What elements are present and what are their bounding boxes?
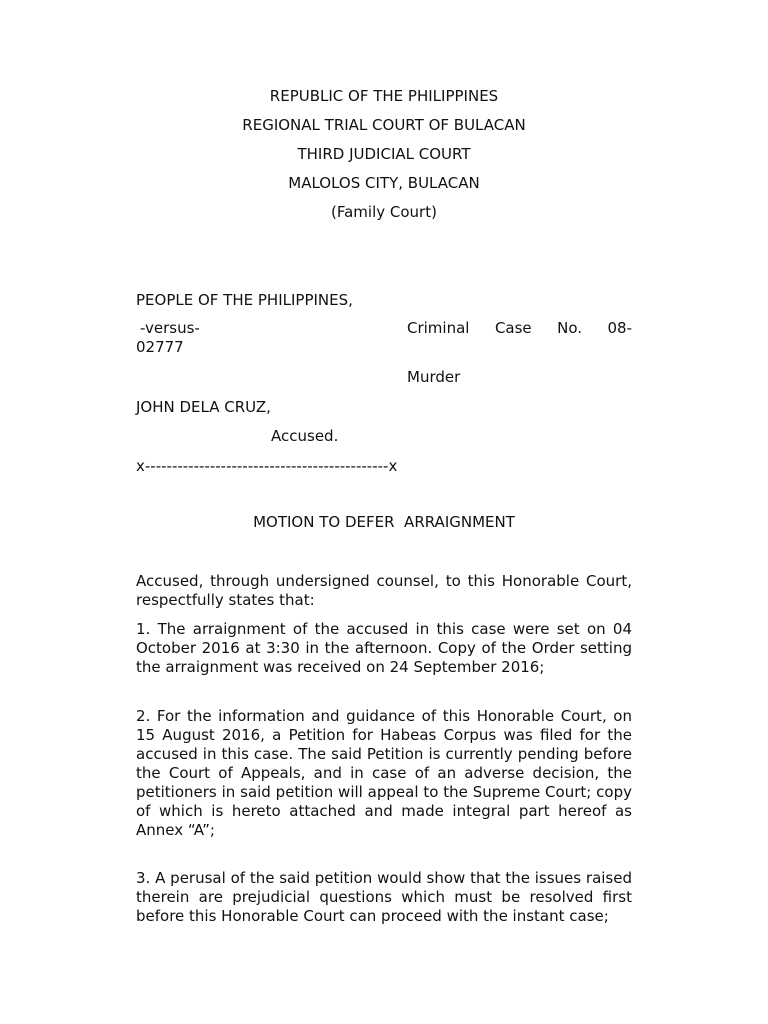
offense-label: Murder: [407, 368, 461, 386]
case-word-1: Criminal: [407, 319, 470, 337]
intro-paragraph: Accused, through undersigned counsel, to this Honorable Court, respectfully states that:: [136, 572, 632, 609]
motion-title: MOTION TO DEFER ARRAIGNMENT: [253, 513, 515, 531]
versus-label: -versus-: [140, 319, 200, 337]
header-city: MALOLOS CITY, BULACAN: [288, 174, 480, 192]
case-number-label: [407, 319, 632, 338]
case-number-continued: 02777: [136, 338, 184, 356]
paragraph-3: 3. A perusal of the said petition would show that the issues raised therein are prejudicial questions which must be resolved first before this Honorable Court can proceed with the instant case;: [136, 869, 632, 925]
header-court: REGIONAL TRIAL COURT OF BULACAN: [242, 116, 526, 134]
header-republic: REPUBLIC OF THE PHILIPPINES: [269, 87, 499, 105]
paragraph-2: 2. For the information and guidance of this Honorable Court, on 15 August 2016, a Petition for Habeas Corpus was filed for the accused in this case. The said Petition is currently pending before the Court of Appeals, and in case of an adverse decision, the petitioners in said petition will appeal to the Supreme Court; copy of which is hereto attached and made integral part hereof as Annex “A”;: [136, 707, 632, 839]
court-header: [0, 86, 768, 231]
case-word-4: 08-: [607, 319, 632, 337]
plaintiff-name: PEOPLE OF THE PHILIPPINES,: [136, 291, 353, 309]
case-word-3: No.: [557, 319, 583, 337]
header-judicial-court: THIRD JUDICIAL COURT: [297, 145, 471, 163]
header-family-court: (Family Court): [331, 203, 437, 221]
case-word-2: Case: [494, 319, 532, 337]
paragraph-1: 1. The arraignment of the accused in this case were set on 04 October 2016 at 3:30 in the afternoon. Copy of the Order setting the arraignment was received on 24 September 2016;: [136, 620, 632, 676]
accused-label: Accused.: [271, 427, 339, 445]
caption-separator: x---------------------------------------------x: [136, 457, 398, 475]
accused-name: JOHN DELA CRUZ,: [136, 398, 271, 416]
